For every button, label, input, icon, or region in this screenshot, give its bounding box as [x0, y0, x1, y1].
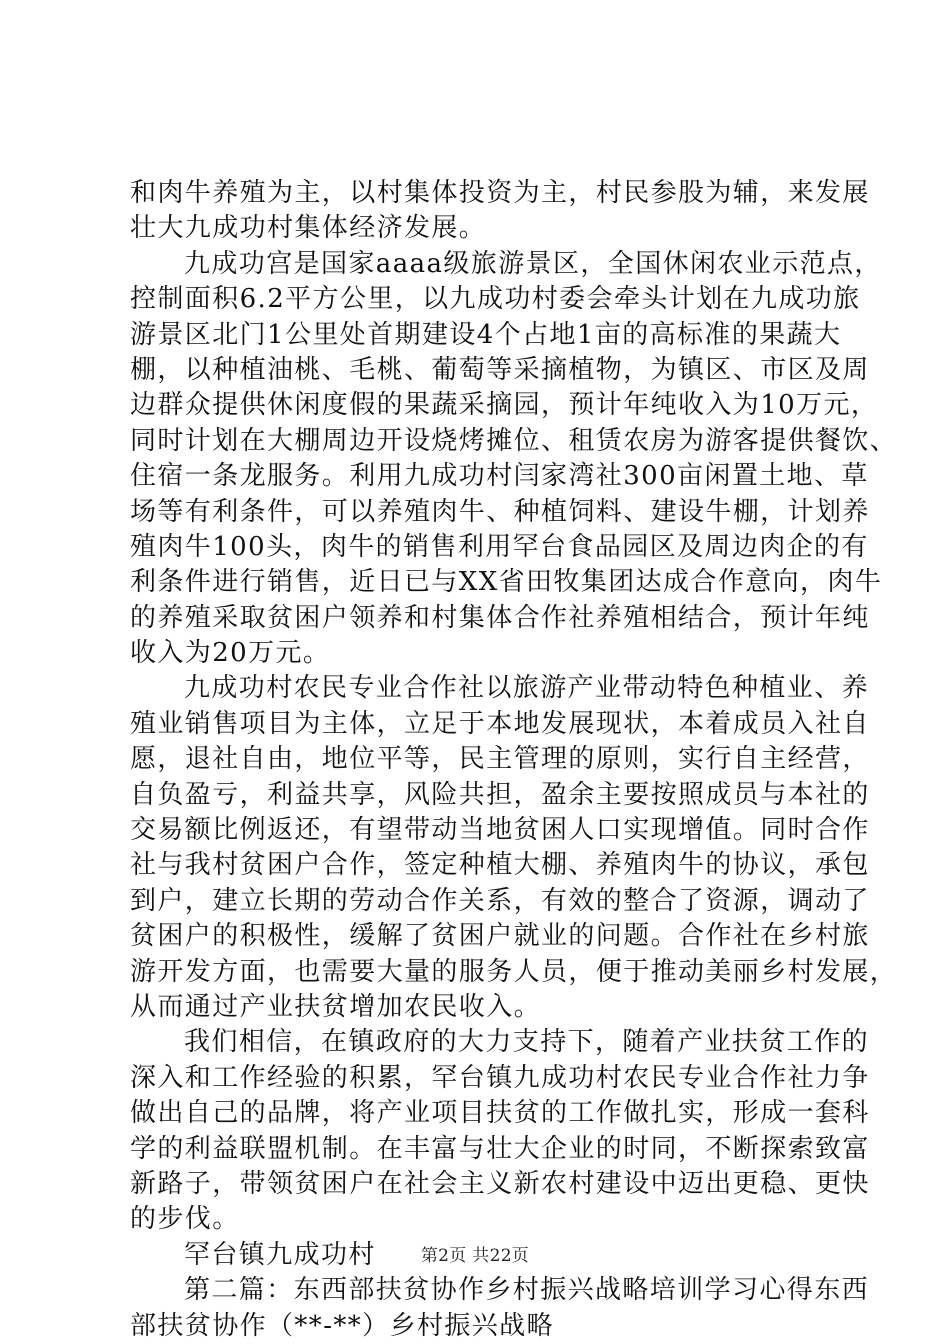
- text-line: 殖业销售项目为主体，立足于本地发展现状，本着成员入社自: [130, 708, 870, 739]
- text-line: 我们相信，在镇政府的大力支持下，随着产业扶贫工作的: [184, 1027, 870, 1058]
- text-line: 利条件进行销售，近日已与XX省田牧集团达成合作意向，肉牛: [130, 567, 883, 598]
- text-line: 新路子，带领贫困户在社会主义新农村建设中迈出更稳、更快: [130, 1168, 870, 1199]
- text-line: 壮大九成功村集体经济发展。: [130, 213, 487, 244]
- page-number-footer: 第2页 共22页: [420, 1246, 530, 1266]
- text-line: 的步伐。: [130, 1204, 240, 1235]
- text-line: 到户，建立长期的劳动合作关系，有效的整合了资源，调动了: [130, 885, 870, 916]
- text-line: 九成功村农民专业合作社以旅游产业带动特色种植业、养: [184, 673, 870, 704]
- text-line: 交易额比例返还，有望带动当地贫困人口实现增值。同时合作: [130, 815, 870, 846]
- text-line: 深入和工作经验的积累，罕台镇九成功村农民专业合作社力争: [130, 1062, 870, 1093]
- text-line: 游景区北门1公里处首期建设4个占地1亩的高标准的果蔬大: [130, 319, 842, 350]
- text-line: 做出自己的品牌，将产业项目扶贫的工作做扎实，形成一套科: [130, 1098, 870, 1129]
- text-line: 愿，退社自由，地位平等，民主管理的原则，实行自主经营，: [130, 744, 870, 775]
- text-line: 学的利益联盟机制。在丰富与壮大企业的时同，不断探索致富: [130, 1133, 870, 1164]
- text-line: 贫困户的积极性，缓解了贫困户就业的问题。合作社在乡村旅: [130, 921, 870, 952]
- text-line: 同时计划在大棚周边开设烧烤摊位、租赁农房为游客提供餐饮、: [130, 425, 898, 456]
- text-line: 殖肉牛100头，肉牛的销售利用罕台食品园区及周边肉企的有: [130, 531, 869, 562]
- text-line: 和肉牛养殖为主，以村集体投资为主，村民参股为辅，来发展: [130, 178, 870, 208]
- text-line: 自负盈亏，利益共享，风险共担，盈余主要按照成员与本社的: [130, 779, 870, 810]
- text-line: 棚，以种植油桃、毛桃、葡萄等采摘植物，为镇区、市区及周: [130, 354, 870, 385]
- text-line: 的养殖采取贫困户领养和村集体合作社养殖相结合，预计年纯: [130, 602, 870, 633]
- signature-line: 罕台镇九成功村: [184, 1239, 376, 1270]
- text-line: 住宿一条龙服务。利用九成功村闫家湾社300亩闲置土地、草: [130, 461, 869, 492]
- text-line: 九成功宫是国家aaaa级旅游景区，全国休闲农业示范点，: [184, 248, 882, 279]
- text-line: 收入为20万元。: [130, 638, 331, 669]
- text-line: 边群众提供休闲度假的果蔬采摘园，预计年纯收入为10万元，: [130, 390, 879, 421]
- text-line: 社与我村贫困户合作，签定种植大棚、养殖肉牛的协议，承包: [130, 850, 870, 881]
- text-line: 场等有利条件，可以养殖肉牛、种植饲料、建设牛棚，计划养: [130, 496, 870, 527]
- section-heading: 第二篇：东西部扶贫协作乡村振兴战略培训学习心得东西: [184, 1275, 870, 1306]
- section-heading-continued: 部扶贫协作（**-**）乡村振兴战略: [130, 1310, 554, 1341]
- text-line: 从而通过产业扶贫增加农民收入。: [130, 991, 542, 1022]
- text-line: 游开发方面，也需要大量的服务人员，便于推动美丽乡村发展，: [130, 956, 898, 987]
- text-line: 控制面积6.2平方公里，以九成功村委会牵头计划在九成功旅: [130, 284, 861, 315]
- body-text: [130, 176, 898, 1344]
